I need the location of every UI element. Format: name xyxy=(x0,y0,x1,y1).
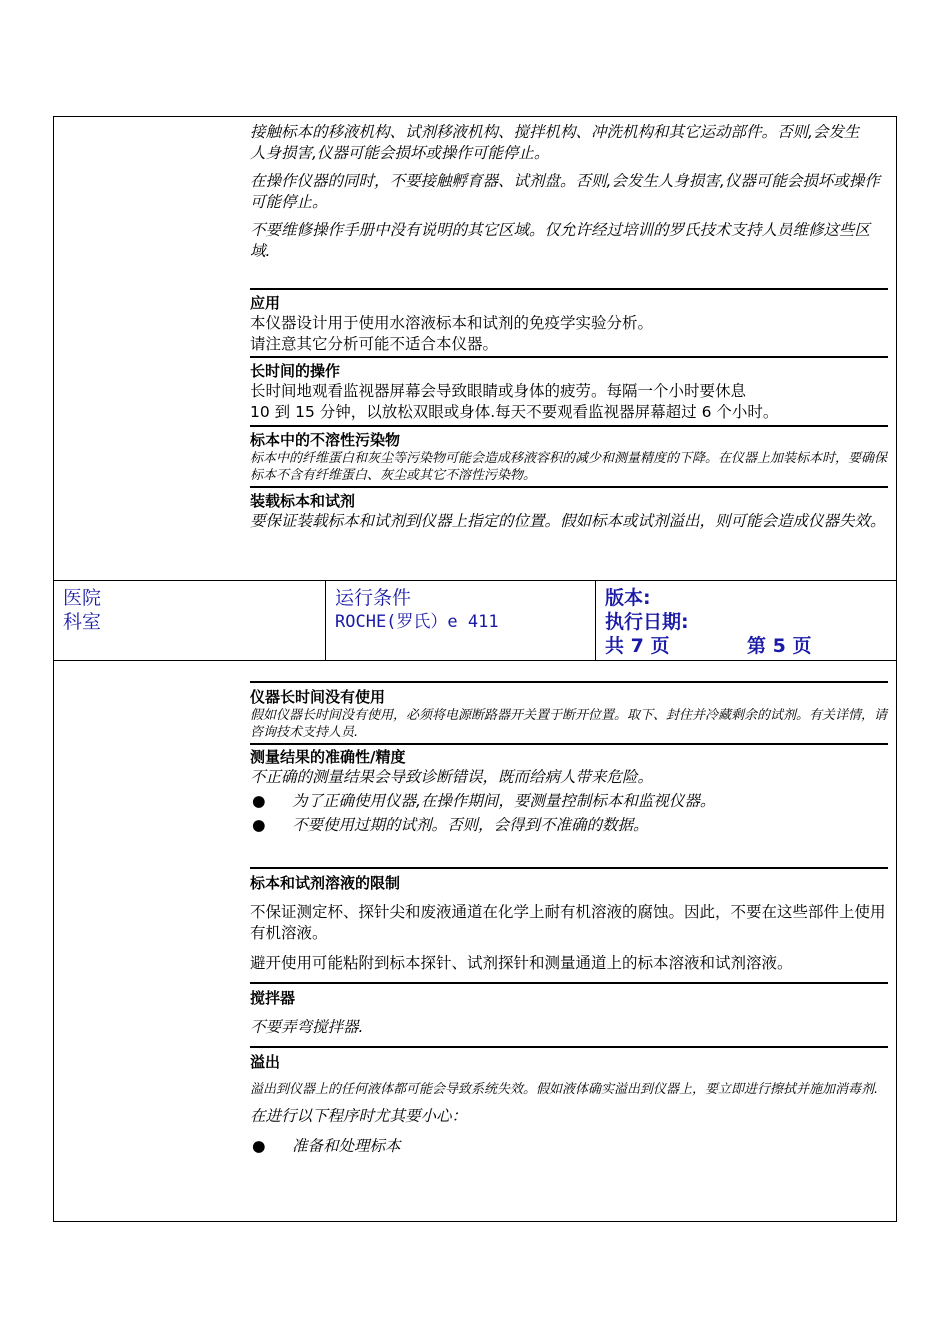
instrument-model: ROCHE(罗氏）e 411 xyxy=(335,612,499,632)
section-title-insoluble-contaminants: 标本中的不溶性污染物 xyxy=(250,431,401,449)
care-bullet-1-text: 准备和处理标本 xyxy=(292,1137,401,1155)
loading-text: 要保证装载标本和试剂到仪器上指定的位置。假如标本或试剂溢出，则可能会造成仪器失效。 xyxy=(250,512,886,530)
bullet-icon: ● xyxy=(252,1137,266,1155)
insoluble-contaminants-text: 标本中的纤维蛋白和灰尘等污染物可能会造成移液容积的减少和测量精度的下降。在仪器上加装标本时，要确保标本不含有纤维蛋白、灰尘或其它不溶性污染物。 xyxy=(250,451,888,483)
section-title-solution-limits: 标本和试剂溶液的限制 xyxy=(250,874,401,892)
warning-moving-parts: 接触标本的移液机构、试剂移液机构、搅拌机构、冲洗机构和其它运动部件。否则,会发生人身损害,仪器可能会损坏或操作可能停止。 xyxy=(250,123,860,162)
divider xyxy=(250,867,888,869)
header-cell-conditions xyxy=(327,580,595,660)
accuracy-bullet-2 xyxy=(250,815,888,836)
divider xyxy=(250,425,888,427)
section-title-application: 应用 xyxy=(250,294,281,312)
divider xyxy=(250,356,888,358)
header-cell-version xyxy=(597,580,895,660)
warning-incubator: 在操作仪器的同时，不要接触孵育器、试剂盘。否则,会发生人身损害,仪器可能会损坏或操作可能停止。 xyxy=(250,172,880,211)
long-operation-line-2: 10 到 15 分钟，以放松双眼或身体.每天不要观看监视器屏幕超过 6 个小时。 xyxy=(250,403,779,421)
accuracy-bullet-1-text: 为了正确使用仪器,在操作期间，要测量控制标本和监视仪器。 xyxy=(292,792,716,810)
accuracy-bullet-2-text: 不要使用过期的试剂。否则，会得到不准确的数据。 xyxy=(292,816,649,834)
divider xyxy=(250,982,888,984)
execution-date-label: 执行日期: xyxy=(605,611,689,633)
application-line-1: 本仪器设计用于使用水溶液标本和试剂的免疫学实验分析。 xyxy=(250,314,654,332)
application-line-2: 请注意其它分析可能不适合本仪器。 xyxy=(250,335,499,353)
divider xyxy=(250,743,888,745)
solution-limits-text-1: 不保证测定杯、探针尖和废液通道在化学上耐有机溶液的腐蚀。因此，不要在这些部件上使用有机溶液。 xyxy=(250,903,886,942)
divider xyxy=(250,1046,888,1048)
section-title-long-operation: 长时间的操作 xyxy=(250,362,341,380)
safety-section-2 xyxy=(250,681,888,1157)
long-operation-line-1: 长时间地观看监视器屏幕会导致眼睛或身体的疲劳。每隔一个小时要休息 xyxy=(250,382,747,400)
care-bullet-1 xyxy=(250,1136,888,1157)
safety-section-1 xyxy=(250,122,888,532)
section-title-spill: 溢出 xyxy=(250,1053,281,1071)
accuracy-bullet-1 xyxy=(250,791,888,812)
section-title-loading: 装载标本和试剂 xyxy=(250,492,356,510)
header-divider-1 xyxy=(325,580,326,660)
spill-text: 溢出到仪器上的任何液体都可能会导致系统失效。假如液体确实溢出到仪器上，要立即进行擦拭并施加消毒剂. xyxy=(250,1082,879,1097)
divider xyxy=(250,681,888,683)
divider xyxy=(250,486,888,488)
section-title-idle-instrument: 仪器长时间没有使用 xyxy=(250,688,386,706)
care-intro: 在进行以下程序时尤其要小心： xyxy=(250,1107,468,1125)
version-label: 版本: xyxy=(605,587,651,609)
accuracy-text: 不正确的测量结果会导致诊断错误，既而给病人带来危险。 xyxy=(250,768,654,786)
header-divider-2 xyxy=(595,580,596,660)
page-number: 第 5 页 xyxy=(747,635,812,657)
idle-instrument-text: 假如仪器长时间没有使用，必须将电源断路器开关置于断开位置。取下、封住并冷藏剩余的试剂。有关详情，请咨询技术支持人员. xyxy=(250,708,888,740)
department-label: 科室 xyxy=(63,611,102,633)
solution-limits-text-2: 避开使用可能粘附到标本探针、试剂探针和测量通道上的标本溶液和试剂溶液。 xyxy=(250,954,793,972)
warning-maintenance: 不要维修操作手册中没有说明的其它区域。仅允许经过培训的罗氏技术支持人员维修这些区域. xyxy=(250,221,871,260)
bullet-icon: ● xyxy=(252,816,266,834)
section-title-stirrer: 搅拌器 xyxy=(250,989,296,1007)
bullet-icon: ● xyxy=(252,792,266,810)
total-pages: 共 7 页 xyxy=(605,635,670,657)
stirrer-text: 不要弄弯搅拌器. xyxy=(250,1018,364,1036)
hospital-label: 医院 xyxy=(63,587,102,609)
section-title-accuracy: 测量结果的准确性/精度 xyxy=(250,748,406,766)
header-cell-hospital xyxy=(55,580,325,660)
divider xyxy=(250,288,888,290)
operating-conditions-label: 运行条件 xyxy=(335,587,412,609)
page-info xyxy=(605,634,887,658)
